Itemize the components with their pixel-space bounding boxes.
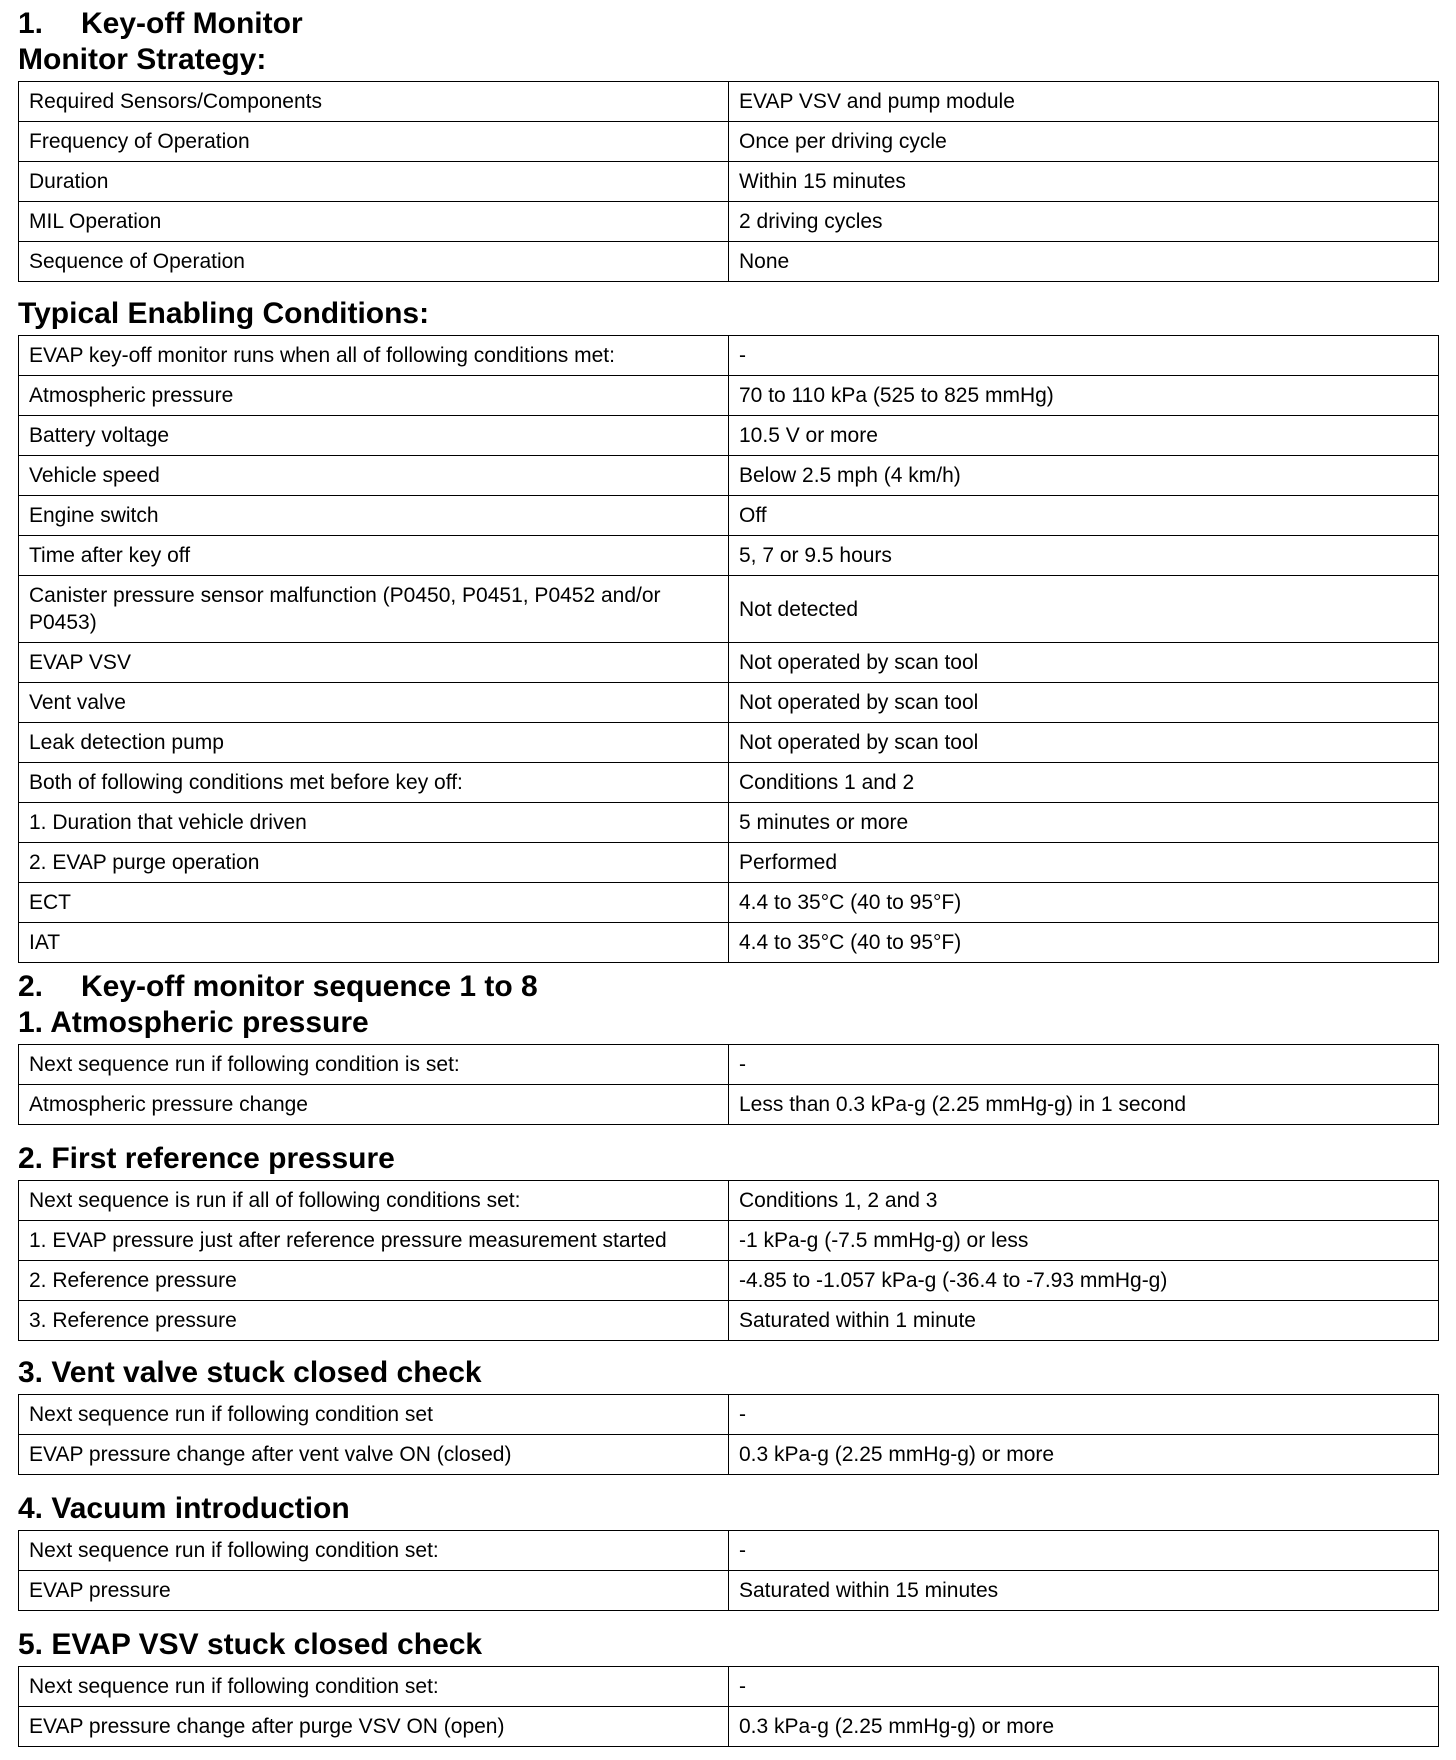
section-2-number: 2.	[18, 970, 44, 1003]
cell-label: Vent valve	[19, 683, 729, 723]
table-row	[19, 683, 1439, 723]
cell-label: Frequency of Operation	[19, 122, 729, 162]
table-row	[19, 1045, 1439, 1085]
cell-value: Saturated within 15 minutes	[729, 1571, 1439, 1611]
cell-value: 2 driving cycles	[729, 202, 1439, 242]
table-row	[19, 536, 1439, 576]
cell-label: 2. EVAP purge operation	[19, 843, 729, 883]
cell-label: Engine switch	[19, 496, 729, 536]
enabling-conditions-heading: Typical Enabling Conditions:	[18, 297, 430, 330]
cell-value: Performed	[729, 843, 1439, 883]
monitor-strategy-table	[18, 81, 1439, 282]
cell-value: -	[729, 1395, 1439, 1435]
cell-value: 4.4 to 35°C (40 to 95°F)	[729, 923, 1439, 963]
table-row	[19, 122, 1439, 162]
cell-label: EVAP pressure change after purge VSV ON (open)	[19, 1707, 729, 1747]
cell-label: IAT	[19, 923, 729, 963]
table-row	[19, 1181, 1439, 1221]
table-row	[19, 1531, 1439, 1571]
table-row	[19, 1395, 1439, 1435]
cell-label: Next sequence run if following condition is set:	[19, 1045, 729, 1085]
cell-value: None	[729, 242, 1439, 282]
cell-label: EVAP pressure change after vent valve ON (closed)	[19, 1435, 729, 1475]
cell-value: Below 2.5 mph (4 km/h)	[729, 456, 1439, 496]
cell-label: Sequence of Operation	[19, 242, 729, 282]
cell-value: Conditions 1 and 2	[729, 763, 1439, 803]
table-row	[19, 1261, 1439, 1301]
cell-value: 5 minutes or more	[729, 803, 1439, 843]
section-2-heading	[18, 969, 538, 1005]
cell-value: 5, 7 or 9.5 hours	[729, 536, 1439, 576]
step-5-table	[18, 1666, 1439, 1747]
table-row	[19, 1667, 1439, 1707]
cell-label: MIL Operation	[19, 202, 729, 242]
cell-label: Duration	[19, 162, 729, 202]
table-row	[19, 1221, 1439, 1261]
table-row	[19, 202, 1439, 242]
cell-value: -	[729, 336, 1439, 376]
cell-label: Next sequence is run if all of following conditions set:	[19, 1181, 729, 1221]
cell-value: Less than 0.3 kPa-g (2.25 mmHg-g) in 1 second	[729, 1085, 1439, 1125]
table-row	[19, 923, 1439, 963]
cell-label: Canister pressure sensor malfunction (P0450, P0451, P0452 and/or P0453)	[19, 576, 729, 643]
cell-value: Not detected	[729, 576, 1439, 643]
step-2-heading: 2. First reference pressure	[18, 1142, 395, 1175]
cell-value: 70 to 110 kPa (525 to 825 mmHg)	[729, 376, 1439, 416]
table-row	[19, 1707, 1439, 1747]
table-row	[19, 843, 1439, 883]
cell-value: 10.5 V or more	[729, 416, 1439, 456]
cell-label: Atmospheric pressure change	[19, 1085, 729, 1125]
cell-value: Off	[729, 496, 1439, 536]
table-row	[19, 162, 1439, 202]
table-row	[19, 763, 1439, 803]
table-row	[19, 1085, 1439, 1125]
table-row	[19, 336, 1439, 376]
cell-label: EVAP VSV	[19, 643, 729, 683]
step-1-heading: 1. Atmospheric pressure	[18, 1006, 369, 1039]
cell-label: 2. Reference pressure	[19, 1261, 729, 1301]
cell-label: 1. EVAP pressure just after reference pressure measurement started	[19, 1221, 729, 1261]
cell-value: 0.3 kPa-g (2.25 mmHg-g) or more	[729, 1707, 1439, 1747]
cell-value: -1 kPa-g (-7.5 mmHg-g) or less	[729, 1221, 1439, 1261]
step-3-table	[18, 1394, 1439, 1475]
cell-label: Required Sensors/Components	[19, 82, 729, 122]
step-2-table	[18, 1180, 1439, 1341]
cell-value: Not operated by scan tool	[729, 643, 1439, 683]
cell-value: Once per driving cycle	[729, 122, 1439, 162]
table-row	[19, 883, 1439, 923]
cell-value: Saturated within 1 minute	[729, 1301, 1439, 1341]
cell-label: EVAP pressure	[19, 1571, 729, 1611]
table-row	[19, 242, 1439, 282]
cell-value: -	[729, 1667, 1439, 1707]
table-row	[19, 376, 1439, 416]
cell-label: Atmospheric pressure	[19, 376, 729, 416]
cell-label: 3. Reference pressure	[19, 1301, 729, 1341]
cell-label: Both of following conditions met before key off:	[19, 763, 729, 803]
table-row	[19, 496, 1439, 536]
cell-label: Time after key off	[19, 536, 729, 576]
cell-label: EVAP key-off monitor runs when all of following conditions met:	[19, 336, 729, 376]
table-row	[19, 1435, 1439, 1475]
cell-value: Not operated by scan tool	[729, 723, 1439, 763]
section-1-number: 1.	[18, 7, 44, 40]
cell-value: Conditions 1, 2 and 3	[729, 1181, 1439, 1221]
cell-label: 1. Duration that vehicle driven	[19, 803, 729, 843]
cell-value: -	[729, 1045, 1439, 1085]
table-row	[19, 82, 1439, 122]
table-row	[19, 576, 1439, 643]
step-5-heading: 5. EVAP VSV stuck closed check	[18, 1628, 483, 1661]
cell-value: Within 15 minutes	[729, 162, 1439, 202]
cell-value: EVAP VSV and pump module	[729, 82, 1439, 122]
step-4-table	[18, 1530, 1439, 1611]
table-row	[19, 723, 1439, 763]
cell-value: -4.85 to -1.057 kPa-g (-36.4 to -7.93 mmHg-g)	[729, 1261, 1439, 1301]
table-row	[19, 456, 1439, 496]
enabling-conditions-table	[18, 335, 1439, 963]
table-row	[19, 643, 1439, 683]
cell-label: Battery voltage	[19, 416, 729, 456]
cell-label: Vehicle speed	[19, 456, 729, 496]
monitor-strategy-heading: Monitor Strategy:	[18, 43, 267, 76]
cell-value: Not operated by scan tool	[729, 683, 1439, 723]
section-1-title: Key-off Monitor	[81, 7, 303, 40]
section-2-title: Key-off monitor sequence 1 to 8	[81, 970, 538, 1003]
cell-label: Next sequence run if following condition set:	[19, 1667, 729, 1707]
table-row	[19, 416, 1439, 456]
cell-label: Next sequence run if following condition set	[19, 1395, 729, 1435]
cell-value: 4.4 to 35°C (40 to 95°F)	[729, 883, 1439, 923]
cell-label: Next sequence run if following condition set:	[19, 1531, 729, 1571]
step-1-table	[18, 1044, 1439, 1125]
table-row	[19, 1301, 1439, 1341]
table-row	[19, 803, 1439, 843]
cell-label: ECT	[19, 883, 729, 923]
section-1-heading	[18, 6, 303, 42]
cell-value: -	[729, 1531, 1439, 1571]
cell-label: Leak detection pump	[19, 723, 729, 763]
cell-value: 0.3 kPa-g (2.25 mmHg-g) or more	[729, 1435, 1439, 1475]
step-4-heading: 4. Vacuum introduction	[18, 1492, 350, 1525]
step-3-heading: 3. Vent valve stuck closed check	[18, 1356, 482, 1389]
table-row	[19, 1571, 1439, 1611]
